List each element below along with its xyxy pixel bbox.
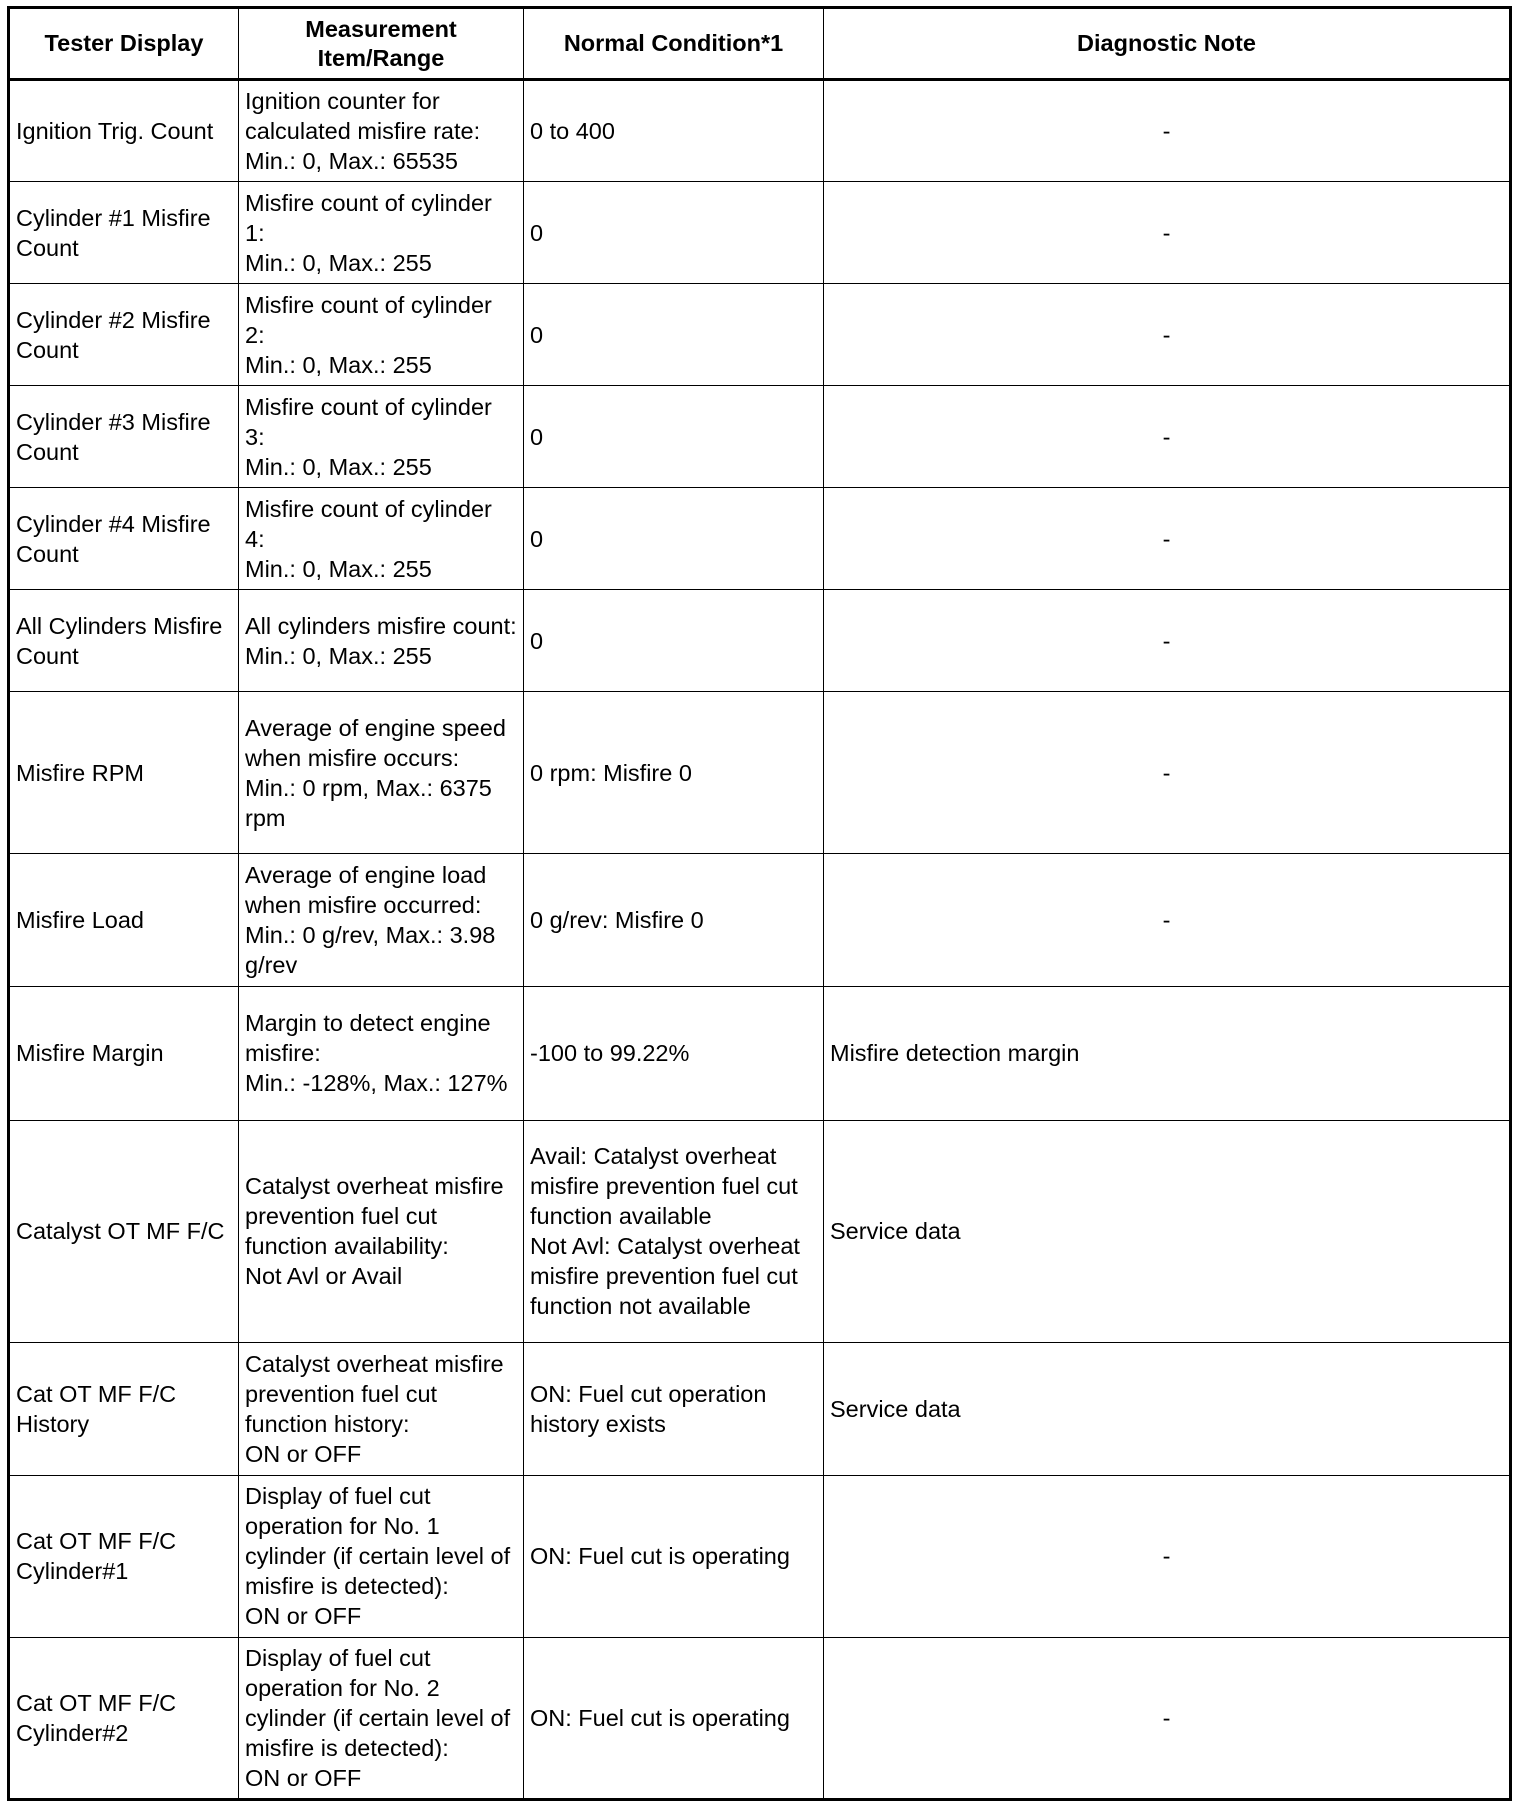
cell-normal-condition: ON: Fuel cut is operating [524,1475,824,1637]
cell-normal-condition: 0 [524,488,824,590]
cell-diagnostic-note: - [824,1637,1511,1799]
cell-tester-display: Cylinder #1 Misfire Count [9,182,239,284]
cell-measurement: Ignition counter for calculated misfire rate: Min.: 0, Max.: 65535 [239,80,524,182]
cell-tester-display: Catalyst OT MF F/C [9,1120,239,1342]
cell-tester-display: Misfire Margin [9,987,239,1120]
cell-measurement: Misfire count of cylinder 2: Min.: 0, Max.: 255 [239,284,524,386]
table-row [9,80,1511,182]
table-header-row [9,8,1511,80]
cell-normal-condition: 0 [524,284,824,386]
header-tester-display: Tester Display [9,8,239,80]
cell-normal-condition: 0 rpm: Misfire 0 [524,692,824,854]
cell-normal-condition: Avail: Catalyst overheat misfire prevention fuel cut function available Not Avl: Catalyst overheat misfire prevention fuel cut function not available [524,1120,824,1342]
cell-tester-display: Cylinder #3 Misfire Count [9,386,239,488]
tester-data-table [7,6,1512,1801]
cell-tester-display: Misfire RPM [9,692,239,854]
cell-tester-display: Cat OT MF F/C Cylinder#1 [9,1475,239,1637]
cell-tester-display: Cat OT MF F/C Cylinder#2 [9,1637,239,1799]
cell-normal-condition: 0 [524,590,824,692]
cell-diagnostic-note: - [824,590,1511,692]
cell-measurement: All cylinders misfire count: Min.: 0, Max.: 255 [239,590,524,692]
cell-tester-display: Misfire Load [9,854,239,987]
table-row [9,692,1511,854]
cell-diagnostic-note: - [824,386,1511,488]
cell-diagnostic-note: Misfire detection margin [824,987,1511,1120]
cell-tester-display: Ignition Trig. Count [9,80,239,182]
table-row [9,987,1511,1120]
cell-diagnostic-note: - [824,182,1511,284]
cell-normal-condition: ON: Fuel cut operation history exists [524,1342,824,1475]
cell-diagnostic-note: - [824,488,1511,590]
cell-tester-display: All Cylinders Misfire Count [9,590,239,692]
table-row [9,284,1511,386]
header-diagnostic-note: Diagnostic Note [824,8,1511,80]
cell-tester-display: Cat OT MF F/C History [9,1342,239,1475]
cell-measurement: Margin to detect engine misfire: Min.: -128%, Max.: 127% [239,987,524,1120]
cell-diagnostic-note: - [824,80,1511,182]
cell-diagnostic-note: - [824,692,1511,854]
table-row [9,386,1511,488]
cell-diagnostic-note: Service data [824,1120,1511,1342]
cell-measurement: Misfire count of cylinder 4: Min.: 0, Max.: 255 [239,488,524,590]
cell-normal-condition: 0 to 400 [524,80,824,182]
header-measurement-item-range: Measurement Item/Range [239,8,524,80]
table-row [9,590,1511,692]
table-row [9,1120,1511,1342]
cell-tester-display: Cylinder #4 Misfire Count [9,488,239,590]
cell-measurement: Average of engine load when misfire occurred: Min.: 0 g/rev, Max.: 3.98 g/rev [239,854,524,987]
cell-normal-condition: 0 [524,182,824,284]
cell-measurement: Catalyst overheat misfire prevention fuel cut function availability: Not Avl or Avail [239,1120,524,1342]
table-row [9,1475,1511,1637]
cell-measurement: Display of fuel cut operation for No. 1 cylinder (if certain level of misfire is detected): ON or OFF [239,1475,524,1637]
header-normal-condition: Normal Condition*1 [524,8,824,80]
cell-tester-display: Cylinder #2 Misfire Count [9,284,239,386]
table-row [9,854,1511,987]
table-row [9,1342,1511,1475]
cell-normal-condition: ON: Fuel cut is operating [524,1637,824,1799]
table-row [9,488,1511,590]
cell-normal-condition: 0 g/rev: Misfire 0 [524,854,824,987]
cell-normal-condition: 0 [524,386,824,488]
cell-measurement: Misfire count of cylinder 3: Min.: 0, Max.: 255 [239,386,524,488]
cell-measurement: Average of engine speed when misfire occurs: Min.: 0 rpm, Max.: 6375 rpm [239,692,524,854]
cell-measurement: Display of fuel cut operation for No. 2 cylinder (if certain level of misfire is detected): ON or OFF [239,1637,524,1799]
cell-measurement: Misfire count of cylinder 1: Min.: 0, Max.: 255 [239,182,524,284]
cell-diagnostic-note: Service data [824,1342,1511,1475]
cell-measurement: Catalyst overheat misfire prevention fuel cut function history: ON or OFF [239,1342,524,1475]
cell-diagnostic-note: - [824,1475,1511,1637]
table-row [9,1637,1511,1799]
table-row [9,182,1511,284]
cell-diagnostic-note: - [824,854,1511,987]
cell-diagnostic-note: - [824,284,1511,386]
cell-normal-condition: -100 to 99.22% [524,987,824,1120]
